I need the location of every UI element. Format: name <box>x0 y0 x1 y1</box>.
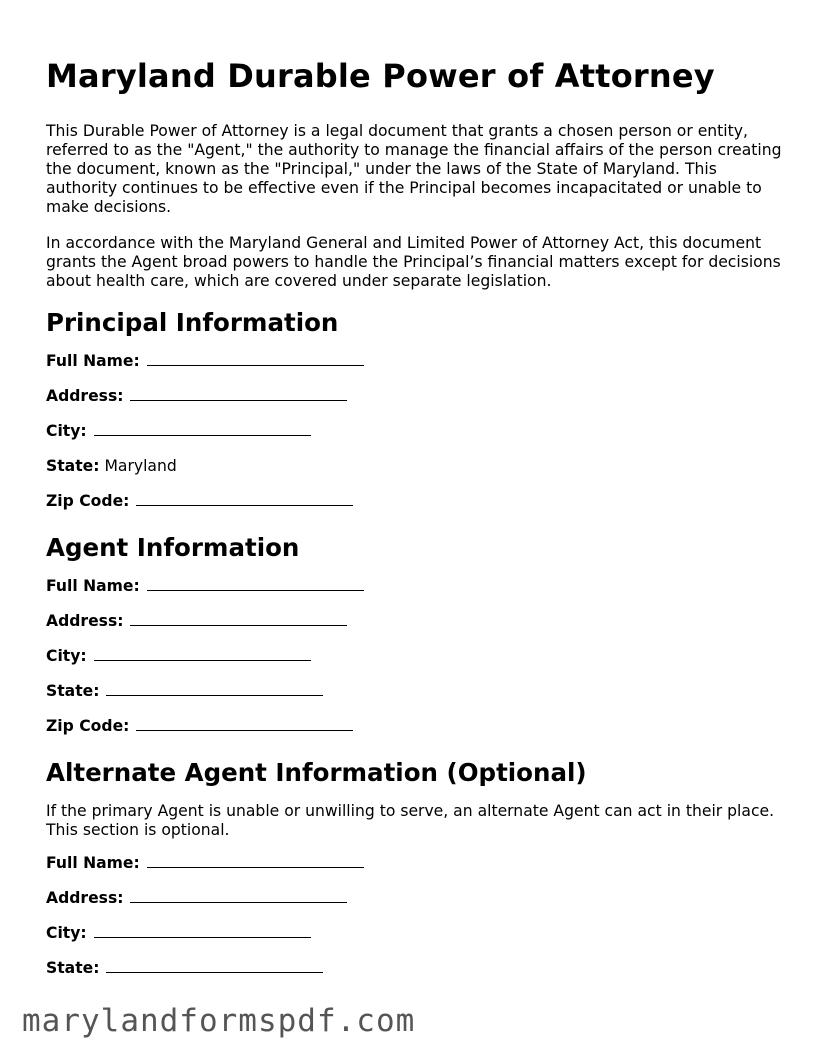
field-label: Full Name: <box>46 577 140 595</box>
field-label: Full Name: <box>46 854 140 872</box>
principal-city-blank[interactable] <box>94 422 311 436</box>
alternate-heading: Alternate Agent Information (Optional) <box>46 758 587 787</box>
agent-address-blank[interactable] <box>130 612 347 626</box>
alternate-city-blank[interactable] <box>94 924 311 938</box>
agent-full-name-blank[interactable] <box>147 577 364 591</box>
field-label: Zip Code: <box>46 492 130 510</box>
principal-full-name-field <box>46 352 786 371</box>
field-label: Full Name: <box>46 352 140 370</box>
principal-address-field <box>46 387 786 406</box>
agent-full-name-field <box>46 577 786 596</box>
agent-state-blank[interactable] <box>106 682 323 696</box>
principal-zip-field <box>46 492 786 511</box>
agent-zip-field <box>46 717 786 736</box>
principal-city-field <box>46 422 786 441</box>
field-label: Address: <box>46 612 124 630</box>
alternate-state-blank[interactable] <box>106 959 323 973</box>
alternate-full-name-field <box>46 854 786 873</box>
alternate-address-blank[interactable] <box>130 889 347 903</box>
field-label: State: <box>46 682 100 700</box>
intro-paragraph-1: This Durable Power of Attorney is a legal document that grants a chosen person or entity, referred to as the "Agent," the authority to manage the financial affairs of the person creating the document, known as the "Principal," under the laws of the State of Maryland. This authority continues to be effective even if the Principal becomes incapacitated or unable to make decisions. <box>46 122 782 216</box>
agent-state-field <box>46 682 786 701</box>
intro-paragraph-2: In accordance with the Maryland General and Limited Power of Attorney Act, this document grants the Agent broad powers to handle the Principal’s financial matters except for decisions about health care, which are covered under separate legislation. <box>46 234 781 290</box>
agent-zip-blank[interactable] <box>136 717 353 731</box>
alternate-city-field <box>46 924 786 943</box>
principal-state-field <box>46 457 786 476</box>
principal-full-name-blank[interactable] <box>147 352 364 366</box>
alternate-full-name-blank[interactable] <box>147 854 364 868</box>
principal-zip-blank[interactable] <box>136 492 353 506</box>
agent-heading: Agent Information <box>46 533 300 562</box>
field-label: City: <box>46 422 87 440</box>
agent-city-field <box>46 647 786 666</box>
alternate-agent-section <box>46 758 786 978</box>
alternate-description: If the primary Agent is unable or unwilling to serve, an alternate Agent can act in their place. This section is optional. <box>46 802 775 839</box>
alternate-address-field <box>46 889 786 908</box>
document-title: Maryland Durable Power of Attorney <box>46 57 715 95</box>
agent-city-blank[interactable] <box>94 647 311 661</box>
principal-state-value: Maryland <box>104 457 177 475</box>
field-label: City: <box>46 924 87 942</box>
alternate-state-field <box>46 959 786 978</box>
principal-address-blank[interactable] <box>130 387 347 401</box>
field-label: Zip Code: <box>46 717 130 735</box>
field-label: Address: <box>46 889 124 907</box>
document-page <box>46 56 786 994</box>
field-label: City: <box>46 647 87 665</box>
agent-address-field <box>46 612 786 631</box>
field-label: State: <box>46 959 100 977</box>
principal-section <box>46 308 786 511</box>
principal-heading: Principal Information <box>46 308 339 337</box>
watermark: marylandformspdf.com <box>22 1003 416 1039</box>
agent-section <box>46 533 786 736</box>
field-label: Address: <box>46 387 124 405</box>
field-label: State: <box>46 457 100 475</box>
